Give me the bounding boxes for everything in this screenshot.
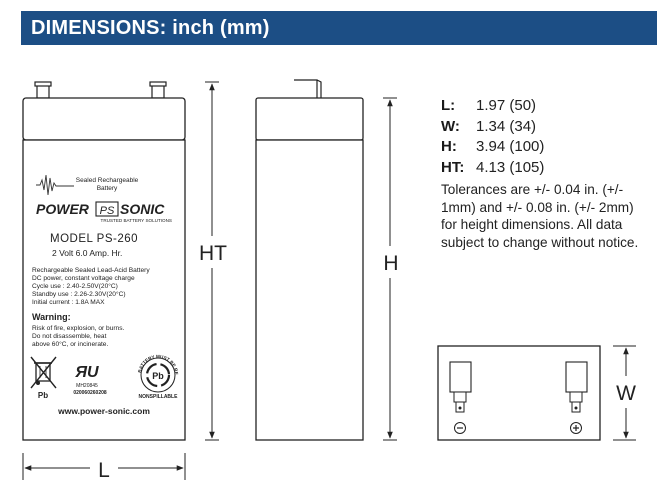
- desc-line-5: Initial current : 1.8A MAX: [32, 299, 105, 306]
- ht-label: HT: [199, 242, 227, 265]
- spec-value: 4.13 (105): [476, 158, 545, 176]
- spec-key: L:: [441, 97, 456, 114]
- nonspillable-text: NONSPILLABLE: [138, 394, 178, 400]
- brand-power: POWER: [36, 201, 89, 217]
- model-text: MODEL PS-260: [50, 233, 139, 245]
- desc-line-2: DC power, constant voltage charge: [32, 275, 135, 282]
- spec-value: 3.94 (100): [476, 138, 545, 155]
- spec-key: HT:: [441, 158, 465, 176]
- warning-line-2: Do not disassemble, heat: [32, 333, 107, 340]
- side-body: [256, 140, 363, 440]
- label-sealed: Sealed Rechargeable: [75, 177, 139, 184]
- brand-sonic: SONIC: [120, 201, 165, 217]
- desc-line-3: Cycle use : 2.40-2.50V(20°C): [32, 283, 118, 290]
- spec-row-ht: [441, 158, 544, 179]
- svg-text:ЯU: ЯU: [75, 364, 99, 381]
- tolerance-note: Tolerances are +/- 0.04 in. (+/- 1mm) and +/- 0.08 in. (+/- 2mm) for height dimensions. All data subject to change without notice.: [441, 182, 639, 250]
- h-label: H: [383, 252, 399, 275]
- ul-code-1: MH20845: [76, 383, 98, 389]
- negative-symbol-icon: [455, 423, 466, 434]
- spec-row-h: [441, 137, 544, 158]
- spec-list: [441, 96, 544, 178]
- front-terminal-left: [35, 82, 51, 98]
- front-lid: [23, 98, 185, 140]
- brand-tagline: TRUSTED BATTERY SOLUTIONS: [100, 218, 172, 223]
- side-lid: [256, 98, 363, 140]
- top-view: [438, 346, 600, 440]
- side-view: [256, 80, 363, 440]
- l-label: L: [98, 459, 110, 482]
- bin-pb-text: Pb: [37, 391, 49, 400]
- warning-line-3: above 60°C, or incinerate.: [32, 341, 109, 348]
- front-terminal-right: [150, 82, 166, 98]
- side-terminal-tab: [294, 80, 321, 98]
- section-header: DIMENSIONS: inch (mm): [21, 11, 657, 45]
- w-label: W: [616, 382, 636, 405]
- spec-value: 1.34 (34): [476, 117, 537, 135]
- recycle-ring-text: BATTERY MUST BE RE: [137, 353, 180, 376]
- warning-line-1: Risk of fire, explosion, or burns.: [32, 325, 125, 332]
- warning-title: Warning:: [32, 312, 71, 322]
- spec-key: H:: [441, 138, 457, 155]
- brand-ps-glyph: PS: [99, 205, 115, 217]
- recycle-pb-text: Pb: [152, 371, 164, 381]
- spec-value: 1.97 (50): [476, 97, 537, 114]
- desc-line-4: Standby use : 2.26-2.30V(20°C): [32, 291, 126, 298]
- ul-icon: [74, 364, 99, 381]
- ul-code-2: 020060260208: [73, 390, 107, 396]
- front-view: [0, 0, 185, 440]
- spec-key: W:: [441, 117, 460, 135]
- positive-symbol-icon: [571, 423, 582, 434]
- spec-row-l: [441, 96, 544, 117]
- rating-text: 2 Volt 6.0 Amp. Hr.: [52, 248, 123, 258]
- website-text: www.power-sonic.com: [58, 406, 150, 416]
- spec-row-w: [441, 117, 544, 138]
- label-battery-word: Battery: [96, 185, 118, 192]
- desc-line-1: Rechargeable Sealed Lead-Acid Battery: [32, 267, 150, 274]
